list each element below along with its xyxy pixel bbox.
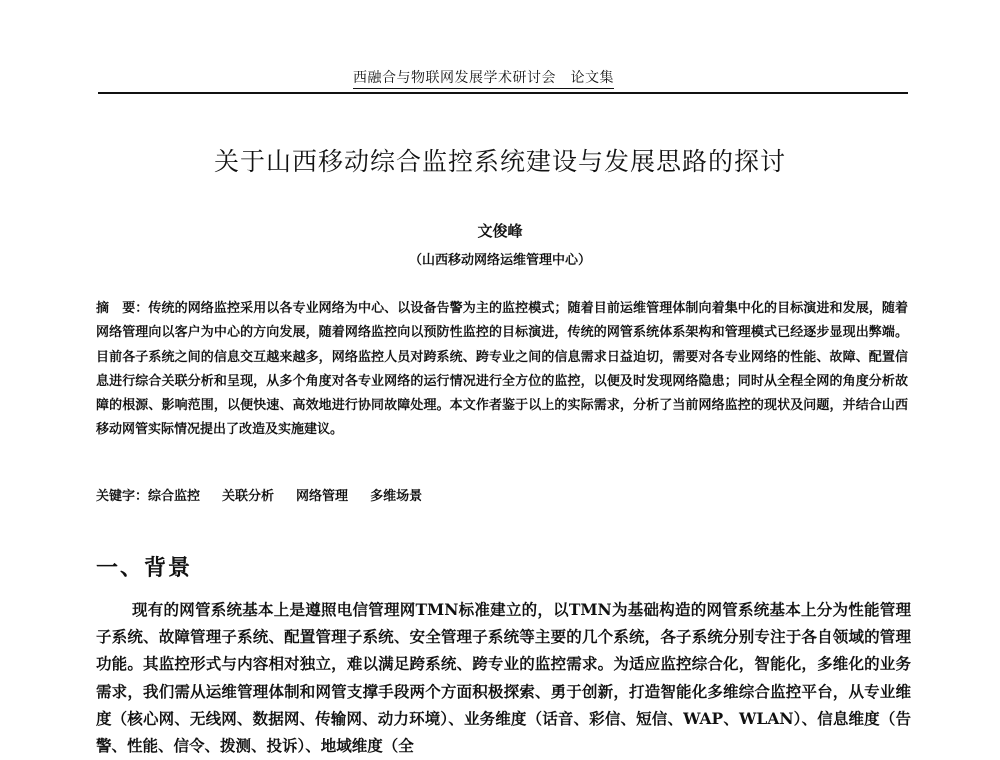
keyword-item: 多维场景 [370, 489, 423, 504]
keywords [96, 485, 908, 504]
section-heading-background: 一、背景 [96, 556, 193, 581]
running-header [98, 64, 908, 94]
keyword-item: 综合监控 [148, 489, 201, 504]
keyword-item: 关联分析 [222, 489, 275, 504]
keywords-label: 关键字： [96, 489, 149, 504]
abstract [96, 297, 908, 443]
running-title: 西融合与物联网发展学术研讨会 论文集 [353, 67, 614, 89]
author-affiliation: （山西移动网络运维管理中心） [408, 253, 591, 268]
author-name: 文俊峰 [477, 222, 523, 240]
abstract-label: 摘 要： [96, 301, 149, 316]
paper-title: 关于山西移动综合监控系统建设与发展思路的探讨 [213, 147, 786, 176]
body-paragraph: 现有的网管系统基本上是遵照电信管理网TMN标准建立的，以TMN为基础构造的网管系统基本上分为性能管理子系统、故障管理子系统、配置管理子系统、安全管理子系统等主要的几个系统，各子系统分别专注于各自领域的管理功能。其监控形式与内容相对独立，难以满足跨系统、跨专业的监控需求。为适应监控综合化，智能化，多维化的业务需求，我们需从运维管理体制和网管支撑手段两个方面积极探索、勇于创新，打造智能化多维综合监控平台，从专业维度（核心网、无线网、数据网、传输网、动力环境）、业务维度（话音、彩信、短信、WAP、WLAN）、信息维度（告警、性能、信令、拨测、投诉）、地域维度（全 [96, 600, 911, 756]
keyword-item: 网络管理 [296, 489, 349, 504]
abstract-text: 传统的网络监控采用以各专业网络为中心、以设备告警为主的监控模式；随着目前运维管理体制向着集中化的目标演进和发展，随着网络管理向以客户为中心的方向发展，随着网络监控向以预防性监控的目标演进，传统的网管系统体系架构和管理模式已经逐步显现出弊端。目前各子系统之间的信息交互越来越多，网络监控人员对跨系统、跨专业之间的信息需求日益迫切，需要对各专业网络的性能、故障、配置信息进行综合关联分析和呈现，从多个角度对各专业网络的运行情况进行全方位的监控，以便及时发现网络隐患；同时从全程全网的角度分析故障的根源、影响范围，以便快速、高效地进行协同故障处理。本文作者鉴于以上的实际需求，分析了当前网络监控的现状及问题，并结合山西移动网管实际情况提出了改造及实施建议。 [96, 301, 908, 438]
